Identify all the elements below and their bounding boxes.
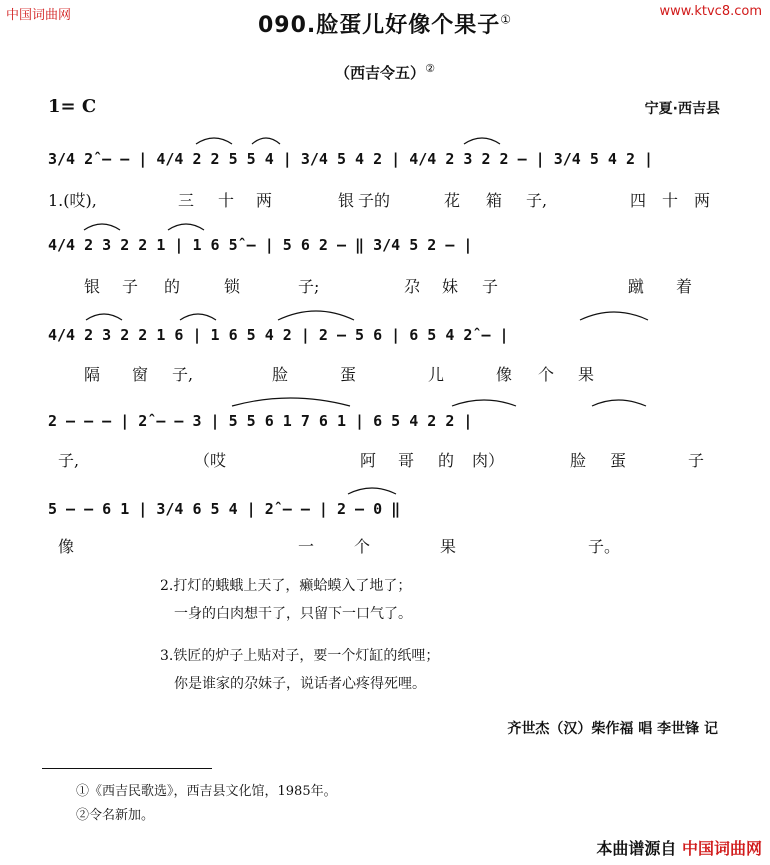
subtitle-footnote-marker: ② <box>425 62 435 75</box>
lyric-word: 窗 <box>132 365 149 384</box>
lyric-word: 的 <box>438 451 455 470</box>
lyric-word: 四 <box>630 191 647 210</box>
lyric-word: 一 <box>298 537 315 556</box>
song-subtitle-text: （西吉令五） <box>335 64 426 82</box>
performer-credit: 齐世杰（汉）柴作福 唱 李世锋 记 <box>507 721 718 737</box>
verse-3-line-2: 你是谁家的尕妹子，说话者心疼得死哩。 <box>174 676 426 692</box>
lyric-word: 银 <box>84 277 101 296</box>
lyric-word: 隔 <box>84 365 101 384</box>
song-title-text: 090.脸蛋儿好像个果子 <box>257 13 501 38</box>
lyric-word: 个 <box>354 537 371 556</box>
verse-gap <box>160 628 439 642</box>
lyric-word: 果 <box>578 365 595 384</box>
lyric-word: 子 <box>122 277 139 296</box>
lyric-word: 1.(哎), <box>48 191 97 210</box>
lyric-word: （哎 <box>194 451 227 470</box>
lyric-word: 箱 <box>486 191 503 210</box>
lyric-line-5 <box>48 534 728 556</box>
watermark-right: www.ktvc8.com <box>659 4 762 19</box>
lyric-word: 银 <box>338 191 355 210</box>
lyric-word: 三 <box>178 191 195 210</box>
lyric-word: 个 <box>538 365 555 384</box>
footnote-2: ②令名新加。 <box>76 808 155 823</box>
lyric-word: 肉） <box>472 451 505 470</box>
verse-2-line-1: 2.打灯的蛾蛾上天了，癞蛤蟆入了地了； <box>160 578 412 594</box>
lyric-word: 十 <box>218 191 235 210</box>
score-line-4: 2 — — — | 2̂ — — 3 | 5 5 6 1 7 6 1 | 6 5 4 2 2 | <box>48 412 473 430</box>
score-line-1: 3/4 2̂ — — | 4/4 2 2 5 5 4 | 3/4 5 4 2 | 4/4 2 3 2 2 — | 3/4 5 4 2 | <box>48 150 654 168</box>
additional-verses <box>160 572 439 698</box>
lyric-word: 阿 <box>360 451 377 470</box>
lyric-line-2 <box>48 274 728 296</box>
lyric-word: 像 <box>496 365 513 384</box>
lyric-word: 子。 <box>588 537 621 556</box>
lyric-word: 子 <box>688 451 705 470</box>
source-footer-prefix: 本曲谱源自 <box>596 839 677 858</box>
title-footnote-marker: ① <box>500 12 513 27</box>
lyric-word: 子的 <box>358 191 391 210</box>
score-line-3: 4/4 2 3 2 2 1 6 | 1 6 5 4 2 | 2 — 5 6 | 6 5 4 2̂ — | <box>48 326 509 344</box>
lyric-word: 子; <box>298 277 320 296</box>
song-origin: 宁夏·西吉县 <box>644 101 720 117</box>
lyric-word: 像 <box>58 537 75 556</box>
lyric-word: 子 <box>482 277 499 296</box>
source-footer <box>596 836 762 859</box>
lyric-word: 子, <box>172 365 194 384</box>
footnote-1: ①《西吉民歌选》，西吉县文化馆，1985年。 <box>76 784 337 799</box>
lyric-word: 儿 <box>428 365 445 384</box>
lyric-word: 子, <box>58 451 80 470</box>
source-footer-site: 中国词曲网 <box>681 839 762 858</box>
verse-3-line-1: 3.铁匠的炉子上贴对子，要一个灯缸的纸哩； <box>160 648 440 664</box>
lyric-word: 蛋 <box>340 365 357 384</box>
lyric-word: 脸 <box>272 365 289 384</box>
lyric-word: 哥 <box>398 451 415 470</box>
lyric-line-4 <box>48 448 728 470</box>
lyric-word: 蛋 <box>610 451 627 470</box>
lyric-word: 果 <box>440 537 457 556</box>
lyric-word: 子, <box>526 191 548 210</box>
score-line-2: 4/4 2 3 2 2 1 | 1 6 5̂ — | 5 6 2 — ‖ 3/4 5 2 — | <box>48 236 473 254</box>
lyric-line-3 <box>48 362 728 384</box>
lyric-word: 妹 <box>442 277 459 296</box>
lyric-word: 十 <box>662 191 679 210</box>
lyric-word: 的 <box>164 277 181 296</box>
lyric-word: 脸 <box>570 451 587 470</box>
lyric-word: 两 <box>256 191 273 210</box>
score-line-5: 5 — — 6 1 | 3/4 6 5 4 | 2̂ — — | 2 — 0 ‖ <box>48 500 401 518</box>
lyric-word: 两 <box>694 191 711 210</box>
lyric-word: 锁 <box>224 277 241 296</box>
key-signature: 1= C <box>48 96 97 117</box>
lyric-word: 尕 <box>404 277 421 296</box>
footnote-divider <box>42 768 212 769</box>
verse-2-line-2: 一身的白肉想干了，只留下一口气了。 <box>174 606 412 622</box>
watermark-left: 中国词曲网 <box>6 8 72 23</box>
lyric-word: 蹴 <box>628 277 645 296</box>
lyric-line-1 <box>48 188 728 210</box>
lyric-word: 花 <box>444 191 461 210</box>
lyric-word: 着 <box>676 277 693 296</box>
